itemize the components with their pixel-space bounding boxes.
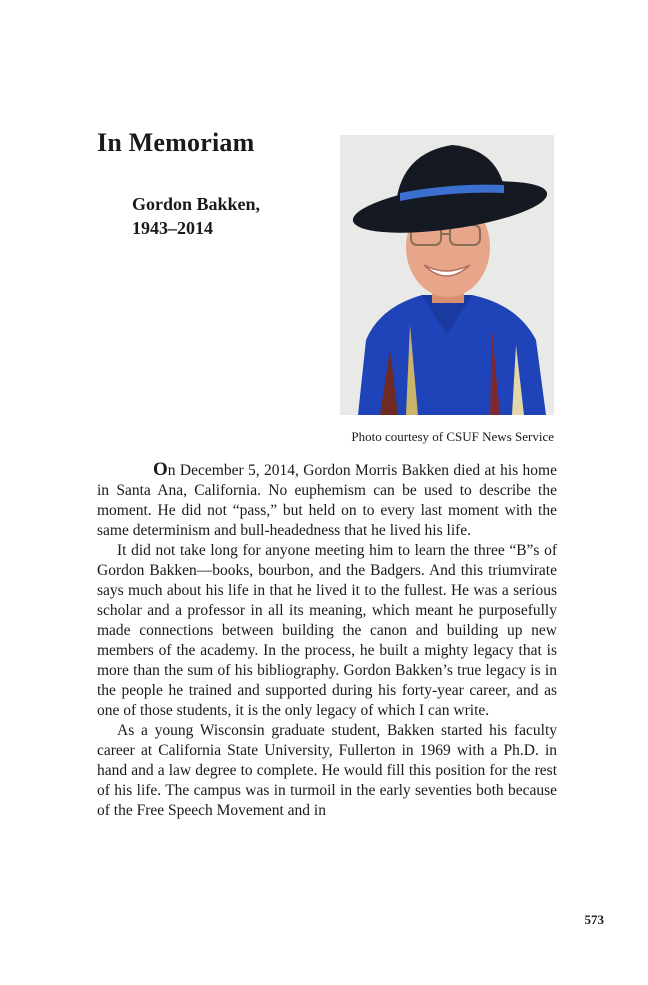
paragraph-2: It did not take long for anyone meeting him to learn the three “B”s of Gordon Bakken—books, bourbon, and the Badgers. And this triumvirate says much about his life in that he lived it to the fullest. He was a serious scholar and a professor in all its meaning, which meant he purposefully made connections between building the canon and building up new members of the academy. In the process, he built a mighty legacy that is more than the sum of his bibliography. Gordon Bakken’s true legacy is in the people he trained and supported during his forty-year career, and as one of those students, it is the only legacy of which I can write.	[97, 542, 557, 719]
page-number: 573	[584, 912, 604, 927]
paragraph-1-text: n December 5, 2014, Gordon Morris Bakken died at his home in Santa Ana, California. No euphemism can be used to describe the moment. He did not “pass,” but held on to every last moment with the same determinism and bull-headedness that he lived his life.	[97, 462, 557, 539]
memorial-subject	[132, 192, 260, 240]
paragraph-3: As a young Wisconsin graduate student, Bakken started his faculty career at California State University, Fullerton in 1969 with a Ph.D. in hand and a law degree to complete. He would fill this position for the rest of his life. The campus was in turmoil in the early seventies both because of the Free Speech Movement and in	[97, 722, 557, 819]
drop-cap: O	[153, 459, 168, 480]
paragraph-1	[97, 460, 557, 541]
subject-name: Gordon Bakken,	[132, 194, 261, 214]
portrait-photo	[340, 135, 554, 415]
portrait-illustration	[340, 135, 554, 415]
photo-caption: Photo courtesy of CSUF News Service	[351, 429, 554, 444]
article-title: In Memoriam	[97, 128, 255, 157]
subject-years: 1943–2014	[132, 218, 213, 238]
article-body	[97, 460, 557, 821]
